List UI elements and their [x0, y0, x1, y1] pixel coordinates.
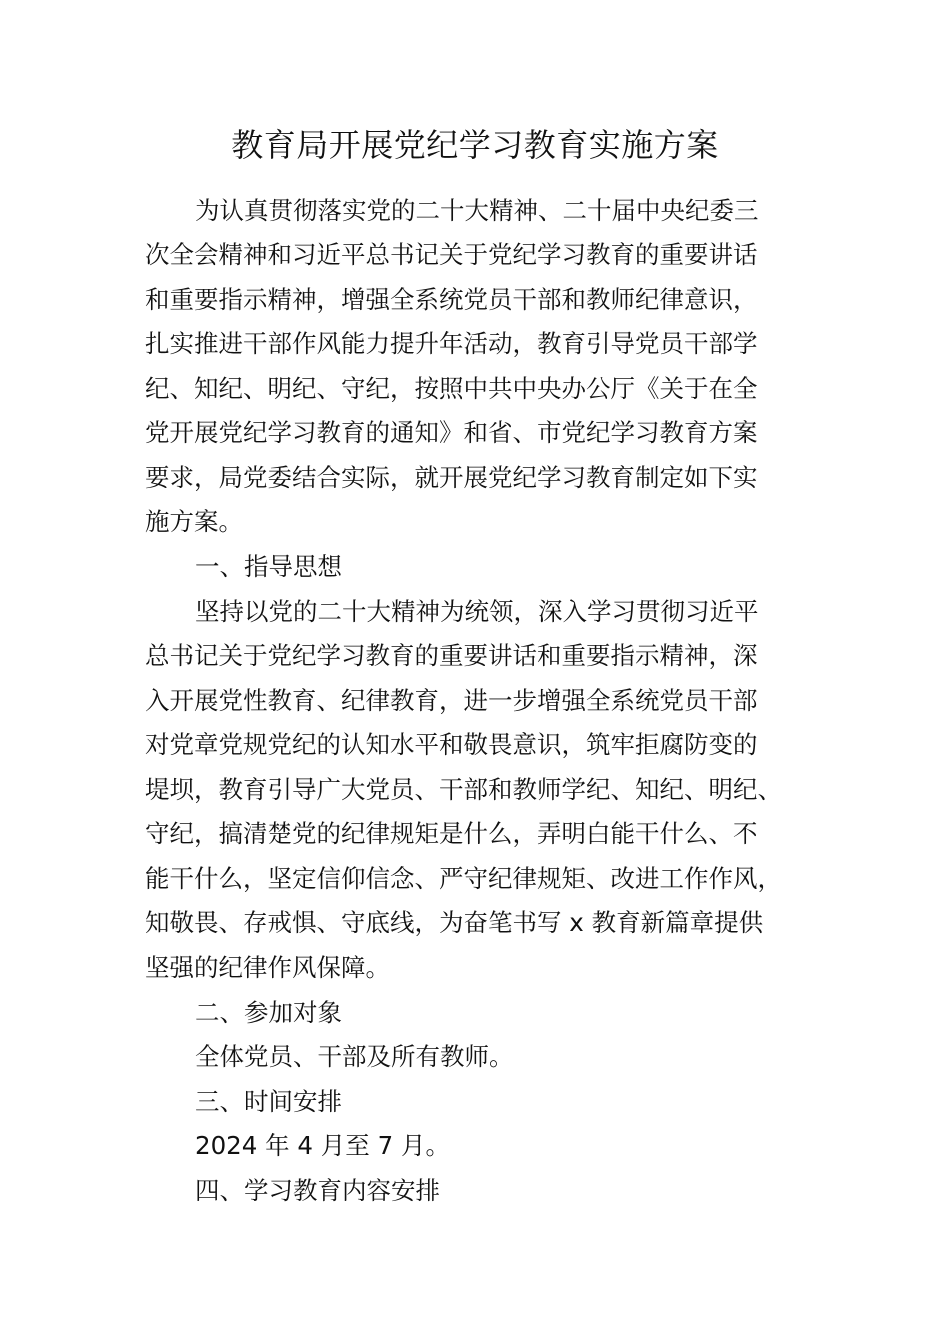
section-heading: 四、学习教育内容安排: [195, 1176, 440, 1205]
section-heading: 二、参加对象: [195, 998, 342, 1027]
paragraph-line: 和重要指示精神，增强全系统党员干部和教师纪律意识，: [145, 285, 758, 314]
paragraph-line: 堤坝，教育引导广大党员、干部和教师学纪、知纪、明纪、: [145, 775, 782, 804]
paragraph-line: 党开展党纪学习教育的通知》和省、市党纪学习教育方案: [145, 418, 758, 447]
paragraph-line: 守纪，搞清楚党的纪律规矩是什么，弄明白能干什么、不: [145, 819, 758, 848]
paragraph-line: 能干什么，坚定信仰信念、严守纪律规矩、改进工作作风，: [145, 864, 782, 893]
paragraph-line: 坚强的纪律作风保障。: [145, 953, 390, 982]
paragraph-line: 为认真贯彻落实党的二十大精神、二十届中央纪委三: [195, 196, 759, 225]
paragraph-line: 要求，局党委结合实际，就开展党纪学习教育制定如下实: [145, 463, 758, 492]
paragraph-line: 施方案。: [145, 507, 243, 536]
paragraph-line: 入开展党性教育、纪律教育，进一步增强全系统党员干部: [145, 686, 758, 715]
paragraph-line: 总书记关于党纪学习教育的重要讲话和重要指示精神，深: [145, 641, 758, 670]
paragraph-line: 知敬畏、存戒惧、守底线，为奋笔书写 x 教育新篇章提供: [145, 908, 764, 937]
paragraph-line: 对党章党规党纪的认知水平和敬畏意识，筑牢拒腐防变的: [145, 730, 758, 759]
document-title: 教育局开展党纪学习教育实施方案: [231, 126, 719, 164]
paragraph-line: 次全会精神和习近平总书记关于党纪学习教育的重要讲话: [145, 240, 758, 269]
section-heading: 三、时间安排: [195, 1087, 342, 1116]
paragraph-line: 纪、知纪、明纪、守纪，按照中共中央办公厅《关于在全: [145, 374, 758, 403]
section-heading: 一、指导思想: [195, 552, 342, 581]
paragraph-line: 坚持以党的二十大精神为统领，深入学习贯彻习近平: [195, 597, 759, 626]
paragraph-line: 2024 年 4 月至 7 月。: [195, 1131, 450, 1160]
paragraph-line: 全体党员、干部及所有教师。: [195, 1042, 514, 1071]
paragraph-line: 扎实推进干部作风能力提升年活动，教育引导党员干部学: [145, 329, 758, 358]
